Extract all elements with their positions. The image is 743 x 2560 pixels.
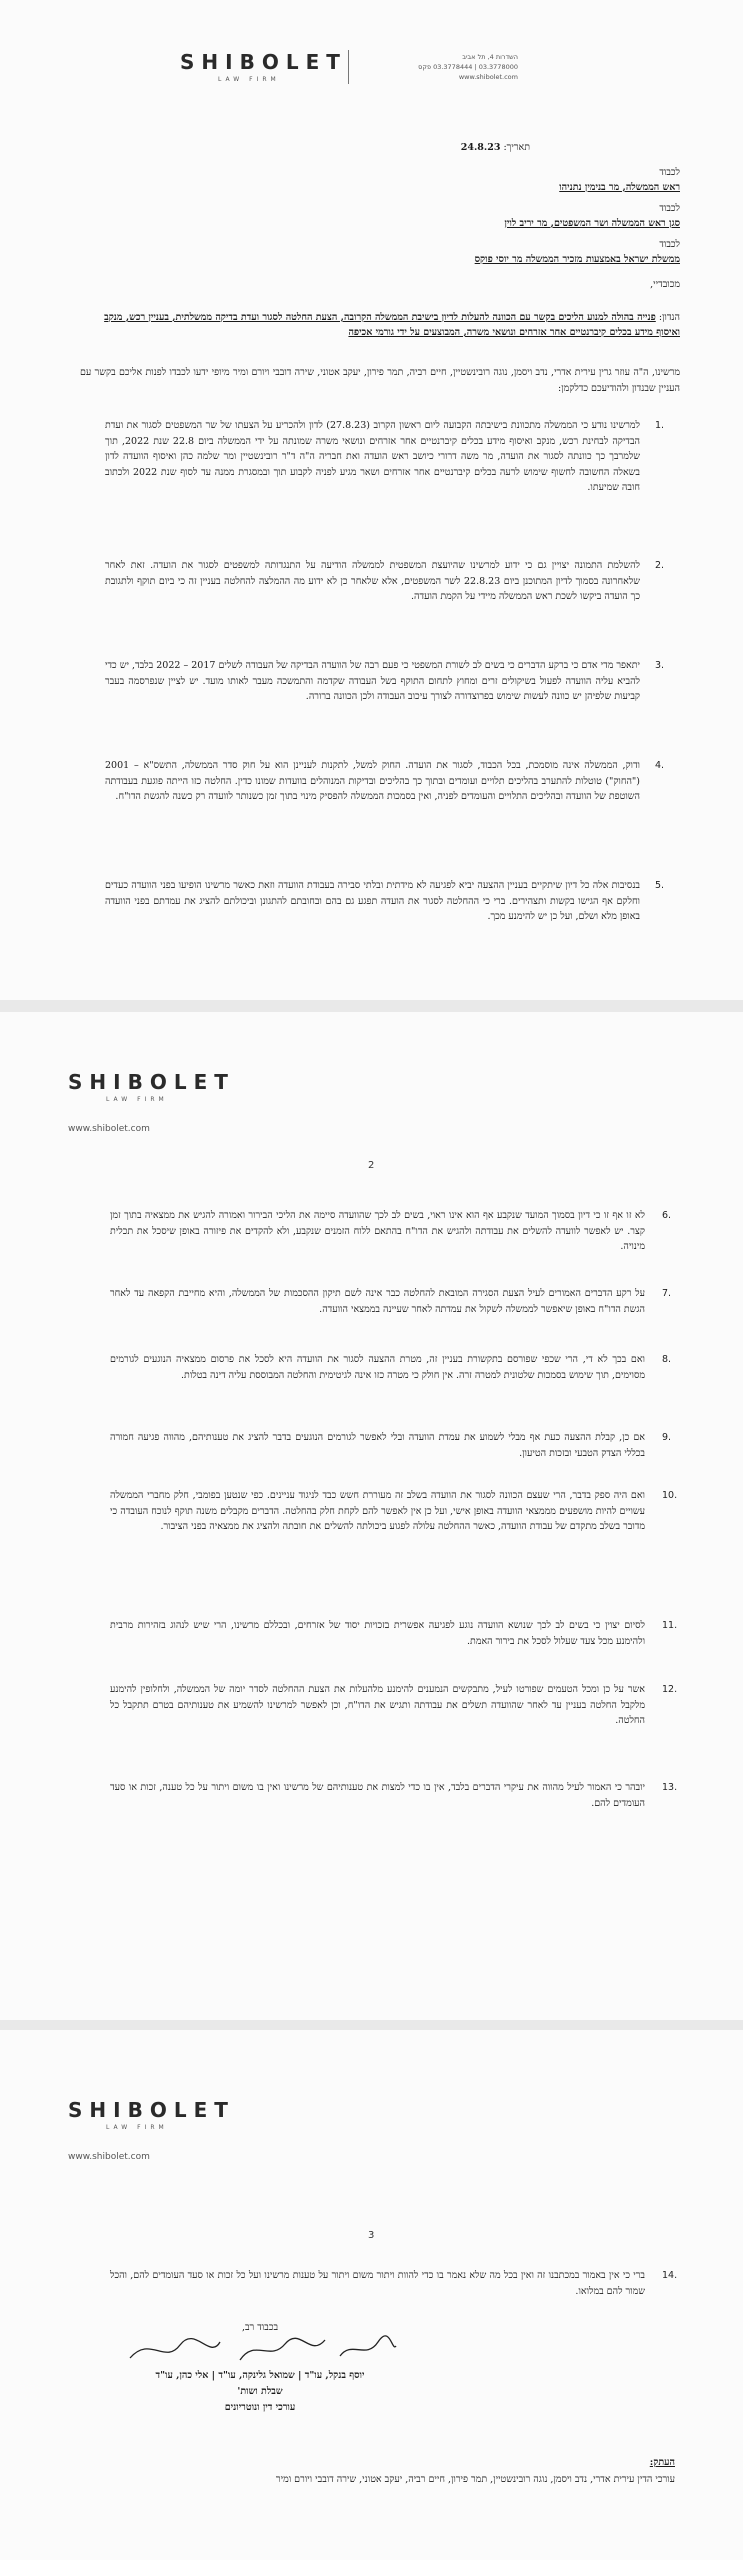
subject-label: הנדון: <box>658 312 680 323</box>
header-divider <box>348 50 349 84</box>
paragraph-number: 10. <box>662 1490 678 1501</box>
paragraph-8: ואם בכך לא די, הרי שכפי שפורסם בתקשורת בעניין זה, מטרת ההצעה לסגור את הוועדה היא לסכל את פרסום ממצאיה הנוגעים לגורמים מסוימים, תוך שימוש בסמכות שלטונית למטרה זרה. אין חולק כי מטרה כזו אינה לגיטימית והחלטה המבוססת עליה דינה בטלות. <box>110 1354 645 1381</box>
salutation: מכובדיי, <box>650 279 680 290</box>
recipient-name: ממשלת ישראל באמצעות מזכיר הממשלה מר יוסי פוקס <box>474 254 680 265</box>
paragraph-number: 12. <box>662 1684 678 1695</box>
recipient-3 <box>80 237 680 267</box>
paragraph-number: 14. <box>662 2270 678 2281</box>
paragraph-number: 7. <box>662 1288 672 1299</box>
firm-logo: SHIBOLET <box>68 2098 235 2122</box>
paragraph-6: לא זו אף זו כי דיון בסמוך המועד שנקבע אף הוא אינו ראוי, בשים לב לכך שהוועדה סיימה את הליכי הבירור ואמורה להגיש את ממצאיה בתוך זמן קצר. יש לאפשר לוועדה להשלים את עבודתה ולהגיש את הדו"ח בהתאם ללוח הזמנים שנקבע, ולא להקדים את פיזורה באופן שיסכל את תכלית מינויה. <box>110 1210 645 1252</box>
handwritten-signatures <box>120 2330 400 2370</box>
firm-website: www.shibolet.com <box>68 1124 150 1134</box>
firm-logo: SHIBOLET <box>68 1070 235 1094</box>
recipient-name: סגן ראש הממשלה ושר המשפטים, מר יריב לוין <box>504 218 680 229</box>
paragraph-2: להשלמת התמונה יצויין גם כי ידוע למרשינו שהיועצת המשפטית לממשלה הודיעה על התנגדותה למשפטים לסגור את הועדה. זאת לאחר שלאחרונה בסמוך לדיון המתוכנן ביום 22.8.23 לשר המשפטים, אלא שלאחר כן לא ידוע מה ההמלצה להחלטה בעניין זה כי ביום תוקף ולתגובת כך הועדה ביקשו לשכת ראש הממשלה מיידי על הקמת הועדה. <box>105 560 640 602</box>
paragraph-11: לסיום יצוין כי בשים לב לכך שנושא הוועדה נוגע לפגיעה אפשרית בזכויות יסוד של אזרחים, ובכללם מרשינו, הרי שיש לנהוג בזהירות מרבית ולהימנע מכל צעד שעלול לסכל את בירור האמת. <box>110 1620 645 1647</box>
page-number: 2 <box>368 1160 375 1171</box>
recipient-to-label: לכבוד <box>659 167 680 178</box>
recipient-to-label: לכבוד <box>659 203 680 214</box>
page-number: 3 <box>368 2230 375 2241</box>
firm-description: עורכי דין ונוטריונים <box>224 2402 296 2413</box>
firm-logo: SHIBOLET <box>180 50 347 74</box>
paragraph-9: אם כן, קבלת ההצעה כעת אף מבלי לשמוע את עמדת הוועדה ובלי לאפשר לגורמים הנוגעים בדבר להציג את טענותיהם, מהווה פגיעה חמורה בכללי הצדק הטבעי ובזכות הטיעון. <box>110 1432 645 1459</box>
letter-page-3 <box>0 2030 743 2560</box>
paragraph-number: 2. <box>655 560 665 571</box>
recipient-to-label: לכבוד <box>659 239 680 250</box>
paragraph-13: יובהר כי האמור לעיל מהווה את עיקרי הדברים בלבד, אין בו כדי למצות את טענותיהם של מרשינו ואין בו משום ויתור על כל טענה, זכות או סעד העומדים להם. <box>110 1782 645 1809</box>
subject-block <box>80 310 680 340</box>
cc-label: העתק: <box>649 2457 675 2468</box>
recipient-1 <box>80 165 680 195</box>
paragraph-number: 8. <box>662 1354 672 1365</box>
firm-name: שבלת ושות' <box>237 2386 283 2397</box>
paragraph-12: אשר על כן ומכל הטעמים שפורטו לעיל, מתבקשים הנמענים להימנע מלהעלות את הצעת ההחלטה לסדר יומה של הממשלה, ולחלופין להימנע מלקבל החלטה בעניין עד לאחר שהוועדה תשלים את עבודתה ותגיש את הדו"ח, וכן לאפשר למרשינו להשמיע את טענותיהם בטרם תתקבל כל החלטה. <box>110 1684 645 1726</box>
recipient-2 <box>80 201 680 231</box>
closing: בכבוד רב, <box>241 2322 279 2333</box>
paragraph-number: 9. <box>662 1432 672 1443</box>
subject-text: פנייה בהולה למנוע הליכים בקשר עם הכוונה להעלות לדיון בישיבת הממשלה הקרובה, הצעת החלטה לסגור ועדת בדיקה ממשלתית, בעניין רכש, מנקב ואיסוף מידע בכלים קיברנטיים אחר אזרחים ונושאי משרה, המבוצעים על ידי גורמי אכיפה <box>104 312 680 338</box>
firm-website: www.shibolet.com <box>68 2152 150 2162</box>
paragraph-number: 3. <box>655 660 665 671</box>
recipients-block <box>80 165 680 292</box>
paragraph-number: 6. <box>662 1210 672 1221</box>
date-label: תאריך <box>506 142 530 153</box>
paragraph-number: 5. <box>655 880 665 891</box>
paragraph-3: יתאפר מדי אדם כי ברקע הדברים כי בשים לב לשורת המשפטי כי פעם רבה של הוועדה הבדיקה של העבודה לשלים 2017 – 2022 בלבד, יש כדי להביא עליה הוועדה לפעול בשיקולים זרים ומחוץ לתחום התוקף בשל העבודה שקדמה והתמשכה מעבר לאותו מועד. יש לציין שנפרסמה בעבר קביעות שלפיהן יש כוונה לעשות שימוש בפרוצדורה לצורך עיכוב העבודה ולכן הכוונה ברורה. <box>105 660 640 702</box>
paragraph-10: ואם היה ספק בדבר, הרי שעצם הכוונה לסגור את הוועדה בשלב זה מעוררת חשש כבד לניגוד עניינים. כפי שנטען בפומבי, חלק מחברי הממשלה עשויים להיות מושפעים מממצאי הוועדה באופן אישי, ועל כן אין לאפשר להם לקחת חלק בהחלטה. הדברים מקבלים משנה תוקף לנוכח העובדה כי מדובר בשלב מתקדם של עבודת הוועדה, כאשר ההחלטה עלולה לפגוע ביכולתה להשלים את חובתה ולהציג את ממצאיה בפני הציבור. <box>110 1490 645 1532</box>
firm-logo-subtitle: LAW FIRM <box>106 2124 168 2131</box>
intro-paragraph: מרשינו, ה"ה עוזר גרין עירית אדרי, נדב ויסמן, נוגה רובינשטיין, חיים רביה, תמר פירון, יעקב אטוני, שירה דובבי ויורם ומיר מיופי ידעו לכבדו לפנות אליכם בקשר עם העניין שבנדון ולהודיעכם כדלקמן: <box>80 367 680 394</box>
cc-recipients: עורכי הדין עירית אדרי, נדב ויסמן, נוגה רובינשטיין, תמר פירון, חיים רביה, יעקב אטוני, שירה דובבי ויורם ומיר <box>275 2474 675 2485</box>
paragraph-7: על רקע הדברים האמורים לעיל הצעת הסגירה המובאת להחלטה כבר אינה לשם תיקון ההסכמות של הממשלה, והיא מחייבת הקפאה עד לאחר הגשת הדו"ח באופן שיאפשר לממשלה לשקול את עמדתה לאחר שעיינה בממצאי הוועדה. <box>110 1288 645 1315</box>
paragraph-number: 13. <box>662 1782 678 1793</box>
recipient-name: ראש הממשלה, מר בנימין נתניהו <box>559 182 680 193</box>
signatory-names: יוסף בנקל, עו"ד | שמואל גלינקה, עו"ד | אלי כהן, עו"ד <box>155 2370 365 2381</box>
firm-logo-subtitle: LAW FIRM <box>218 76 280 83</box>
firm-logo-subtitle: LAW FIRM <box>106 1096 168 1103</box>
paragraph-14: ברי כי אין באמור במכתבנו זה ואין בכל מה שלא נאמר בו כדי להוות ויתור משום ויתור על טענות מרשינו ועל כל זכות או סעד העומדים להם, והכל שמור להם במלואו. <box>110 2270 645 2297</box>
date-value: 24.8.23 <box>460 142 501 153</box>
header-contact-info: השדרות 4, תל אביב 03.3778000 | 03.3778444 פקס www.shibolet.com <box>418 53 518 81</box>
paragraph-number: 4. <box>655 760 665 771</box>
date-line: תאריך: 24.8.23 <box>460 142 530 153</box>
paragraph-5: בנסיבות אלה כל דיון שיתקיים בעניין ההצעה יביא לפגיעה לא מידתית ובלתי סבירה בעבודת הוועדה וזאת כאשר מרשינו הופיעו בפני הוועדה כעדים וחלקם אף הגישו בקשות ותצהירים. ברי כי ההחלטה לסגור את הועדה תפגע גם בהם ובחובתם להתגונן וביכולתם להציג את עמדתם בפני הוועדה באופן מלא ושלם, ועל כן יש להימנע מכך. <box>105 880 640 922</box>
letter-page-1 <box>0 0 743 1000</box>
letter-page-2 <box>0 1012 743 2020</box>
paragraph-number: 1. <box>655 420 665 431</box>
paragraph-1: למרשינו נודע כי הממשלה מתכוונת בישיבתה הקבועה ליום ראשון הקרוב (27.8.23) לדון ולהכריע על הצעתו של שר המשפטים לסגור את ועדת הבדיקה לבחינת רכש, מנקב ואיסוף מידע בכלים קיברנטיים אחר אזרחים ונושאי משרה שמונתה על ידי הממשלה ביום 22.8 שנת 2022, תוך שלמרבך כך כוונתה לסגור את הועדה, מר משה דרורי כיושב ראש הועדה ואת חבריה ה"ה ד"ר רובינשטיין ומר שלמה כהן ואיסוף הוועדה לדון בשאלה החשובה לחשוף שימוש לרעה בכלים קיברנטיים אחר אזרחים ושאר מגיע לפניה לקבוע תוך ובמסגרת ממנה עד לסוף שנת 2022 ולכתוב חובה שמיעתו. <box>105 420 640 493</box>
paragraph-number: 11. <box>662 1620 678 1631</box>
paragraph-4: ודוק, הממשלה אינה מוסמכת, בכל הכבוד, לסגור את הועדה. החוק למשל, לתקנות לעניינן הוא על חוק סדר הממשלה, התשס"א – 2001 ("החוק") טוטלות להתערב בהליכים תלויים ועומדים ובתוך כך בהליכים ובדיקות המנוהלים בוועדות שמונו כדין. החלטה כזו הייתה פוגעת בעבודתה השוטפת של הוועדה ובהליכים התלויים והעומדים לפניה, ואין בסמכות הממשלה להפסיק מינוי בתוך זמן כשנותר לוועדה רק כשנה להגשת הדו"ח. <box>105 760 640 802</box>
